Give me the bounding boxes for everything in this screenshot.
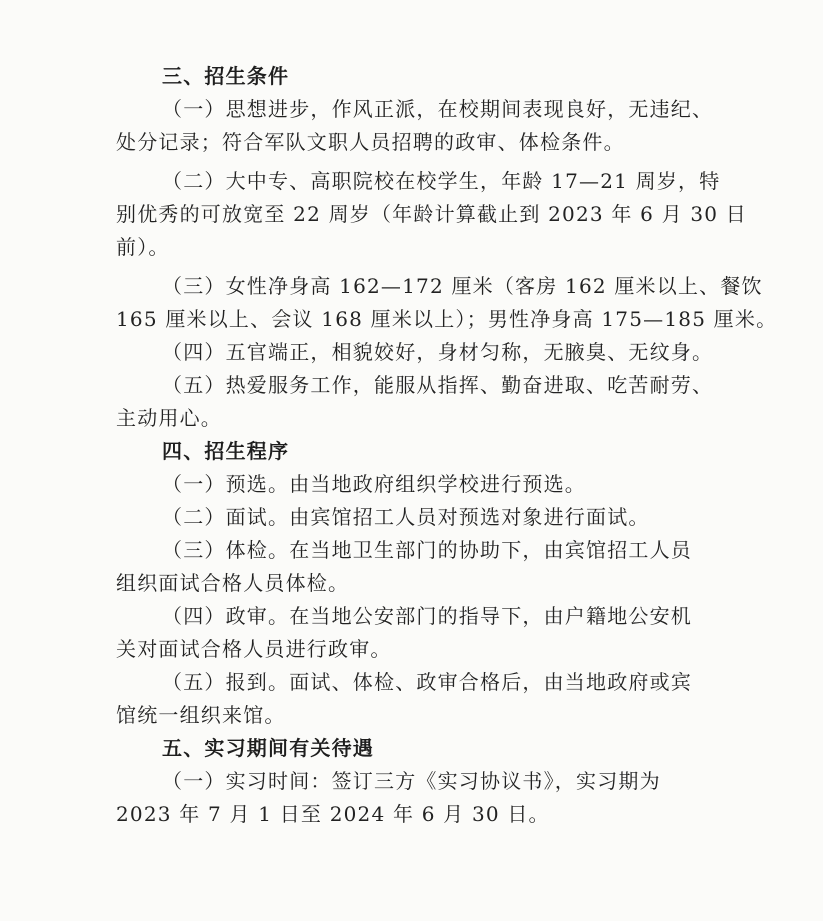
paragraph-line: （四）政审。在当地公安部门的指导下，由户籍地公安机 <box>162 604 692 628</box>
paragraph-line: 馆统一组织来馆。 <box>116 703 286 727</box>
paragraph-line: 关对面试合格人员进行政审。 <box>116 637 392 661</box>
paragraph-line: （五）报到。面试、体检、政审合格后，由当地政府或宾 <box>162 670 692 694</box>
paragraph-line: 别优秀的可放宽至 22 周岁（年龄计算截止到 2023 年 6 月 30 日 <box>116 202 747 226</box>
paragraph-line: （三）体检。在当地卫生部门的协助下，由宾馆招工人员 <box>162 538 692 562</box>
section-heading-recruitment-conditions: 三、招生条件 <box>162 64 290 88</box>
paragraph-line: （五）热爱服务工作，能服从指挥、勤奋进取、吃苦耐劳、 <box>162 373 714 397</box>
paragraph-line: （一）预选。由当地政府组织学校进行预选。 <box>162 472 586 496</box>
section-heading-recruitment-procedure: 四、招生程序 <box>162 439 290 463</box>
section-heading-internship-benefits: 五、实习期间有关待遇 <box>162 736 374 760</box>
document-body <box>116 60 778 831</box>
paragraph-line: （二）大中专、高职院校在校学生，年龄 17—21 周岁，特 <box>162 169 721 193</box>
paragraph-line: 2023 年 7 月 1 日至 2024 年 6 月 30 日。 <box>116 802 550 826</box>
paragraph-line: （三）女性净身高 162—172 厘米（客房 162 厘米以上、餐饮 <box>162 274 763 298</box>
paragraph-line: （一）思想进步，作风正派，在校期间表现良好，无违纪、 <box>162 97 714 121</box>
paragraph-line: 前）。 <box>116 235 170 259</box>
paragraph-line: 165 厘米以上、会议 168 厘米以上）；男性净身高 175—185 厘米。 <box>116 307 778 331</box>
paragraph-line: （一）实习时间：签订三方《实习协议书》，实习期为 <box>162 769 661 793</box>
paragraph-line: （四）五官端正，相貌姣好，身材匀称，无腋臭、无纹身。 <box>162 340 714 364</box>
paragraph-line: 主动用心。 <box>116 406 222 430</box>
paragraph-line: 处分记录；符合军队文职人员招聘的政审、体检条件。 <box>116 130 625 154</box>
paragraph-line: 组织面试合格人员体检。 <box>116 571 350 595</box>
paragraph-line: （二）面试。由宾馆招工人员对预选对象进行面试。 <box>162 505 650 529</box>
